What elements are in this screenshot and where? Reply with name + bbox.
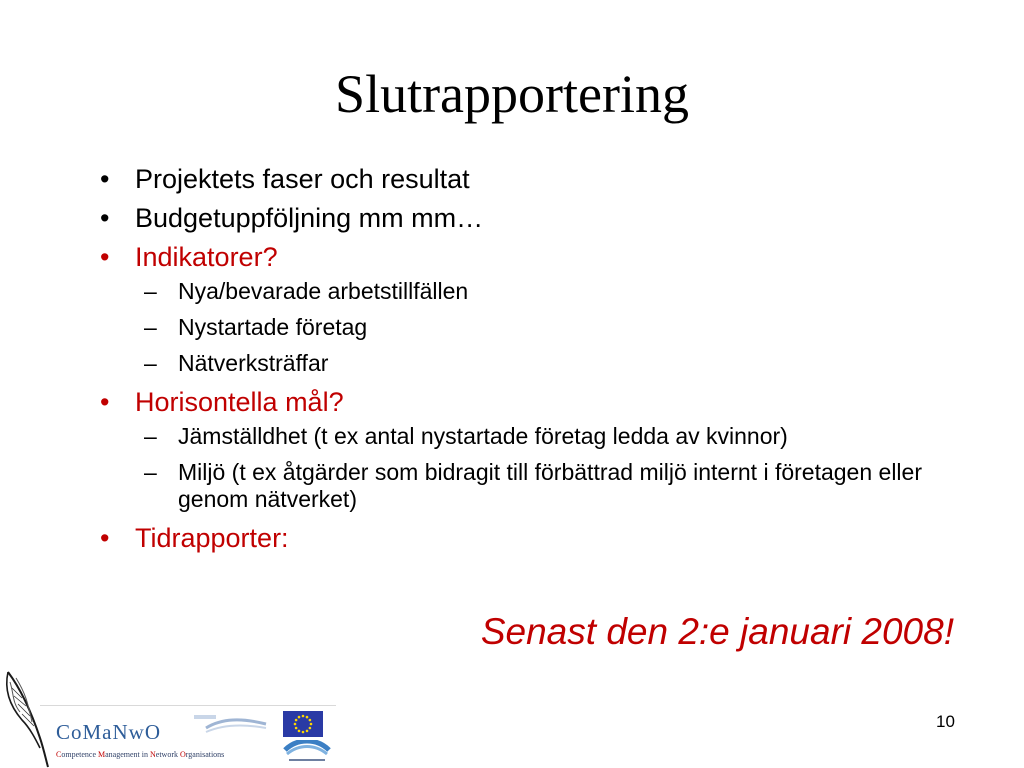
bullet-text: Budgetuppföljning mm mm…	[135, 203, 484, 233]
sub-bullet-text: Nya/bevarade arbetstillfällen	[178, 278, 469, 304]
bullet-marker: •	[100, 164, 110, 194]
sub-list	[100, 278, 960, 377]
sub-bullet-marker: –	[144, 314, 157, 340]
footer-divider	[40, 705, 336, 706]
brand-name: CoMaNwO	[56, 720, 161, 744]
sub-bullet-item	[100, 350, 960, 377]
bullet-marker: •	[100, 387, 110, 417]
bullet-text: Tidrapporter:	[135, 523, 289, 553]
sub-bullet-marker: –	[144, 278, 157, 304]
sub-bullet-text: Jämställdhet (t ex antal nystartade företag ledda av kvinnor)	[178, 423, 788, 449]
hogskolan-vast-logo	[283, 740, 331, 764]
sub-bullet-text: Nystartade företag	[178, 314, 368, 340]
deadline-text: Senast den 2:e januari 2008!	[480, 611, 954, 652]
bullet-item	[100, 202, 960, 235]
sub-bullet-item	[100, 423, 960, 450]
sub-bullet-item	[100, 314, 960, 341]
slide-title: Slutrapportering	[335, 64, 689, 124]
bullet-list	[100, 163, 960, 561]
bullet-text: Horisontella mål?	[135, 387, 344, 417]
bullet-text: Indikatorer?	[135, 242, 278, 272]
sub-bullet-item	[100, 278, 960, 305]
bullet-item	[100, 241, 960, 274]
bullet-marker: •	[100, 523, 110, 553]
bullet-marker: •	[100, 242, 110, 272]
network-logo	[192, 712, 268, 736]
sub-list	[100, 423, 960, 513]
eu-flag-icon	[283, 711, 323, 737]
sub-bullet-item	[100, 459, 960, 513]
sub-bullet-text: Miljö (t ex åtgärder som bidragit till förbättrad miljö internt i företagen eller genom nätverket)	[178, 459, 922, 512]
brand-tagline: Competence Management in Network Organisations	[56, 750, 225, 759]
bullet-item	[100, 522, 960, 555]
bullet-text: Projektets faser och resultat	[135, 164, 470, 194]
bullet-marker: •	[100, 203, 110, 233]
bullet-item	[100, 163, 960, 196]
feather-icon	[0, 668, 56, 768]
bullet-item	[100, 386, 960, 419]
sub-bullet-marker: –	[144, 423, 157, 449]
sub-bullet-marker: –	[144, 350, 157, 376]
page-number: 10	[936, 712, 955, 731]
sub-bullet-text: Nätverksträffar	[178, 350, 329, 376]
sub-bullet-marker: –	[144, 459, 157, 485]
